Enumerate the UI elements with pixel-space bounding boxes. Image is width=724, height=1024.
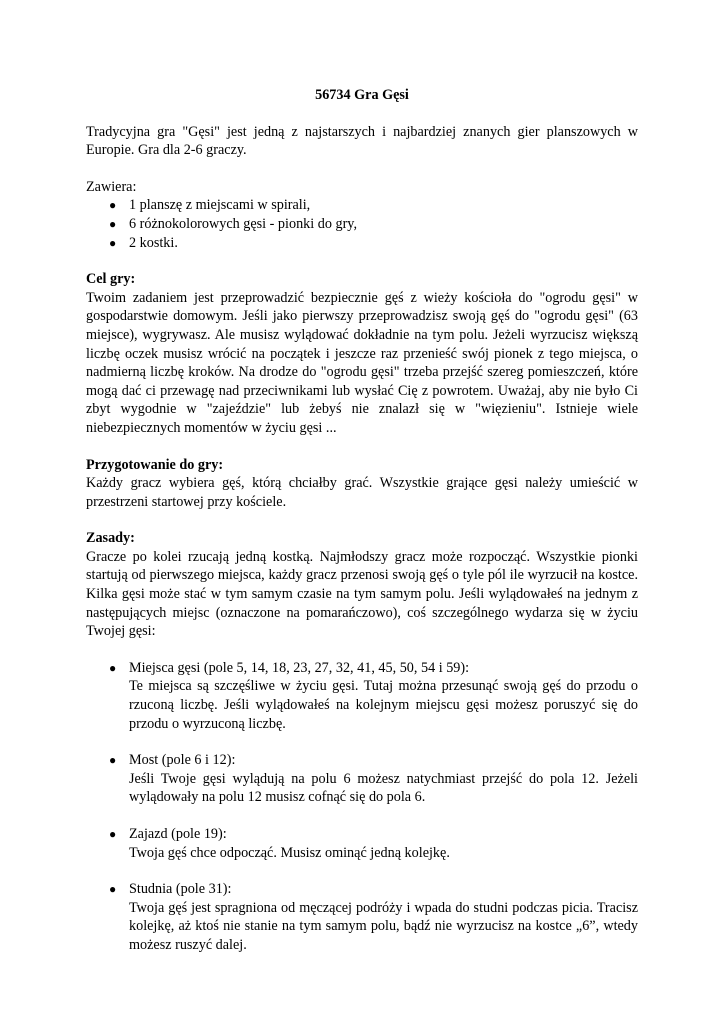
document-title: 56734 Gra Gęsi [315, 87, 409, 103]
rule-title: Most (pole 6 i 12): [129, 752, 236, 769]
goal-heading: Cel gry: [86, 271, 136, 288]
document-page [86, 86, 638, 973]
list-item-text: 1 planszę z miejscami w spirali, [129, 197, 311, 214]
rules-heading: Zasady: [86, 530, 135, 547]
bullet-icon: ● [109, 660, 117, 675]
list-item-text: 2 kostki. [129, 234, 178, 251]
list-item [86, 215, 638, 234]
bullet-icon: ● [109, 216, 117, 231]
rule-title: Studnia (pole 31): [129, 881, 232, 898]
prep-heading: Przygotowanie do gry: [86, 456, 224, 473]
spacer [86, 641, 638, 659]
rule-description: Twoja gęś jest spragniona od męczącej podróży i wpada do studni podczas picia. Tracisz kolejkę, aż ktoś nie stanie na tym samym polu, bądź nie wyrzucisz na kostce „6”, wtedy możesz ruszyć dalej. [129, 899, 638, 953]
bullet-icon: ● [109, 198, 117, 213]
rule-description: Jeśli Twoje gęsi wylądują na polu 6 możesz natychmiast przejść do pola 12. Jeżeli wylądowały na polu 12 musisz cofnąć się do pola 6. [129, 770, 638, 806]
goal-paragraph: Twoim zadaniem jest przeprowadzić bezpiecznie gęś z wieży kościoła do "ogrodu gęsi" w gospodarstwie domowym. Jeśli jako pierwszy przeprowadzisz swoją gęś do "ogrodu gęsi" (63 miejsce), wygrywasz. Ale musisz wylądować dokładnie na tym polu. Jeżeli wyrzucisz większą liczbę oczek musisz wrócić na początek i jeszcze raz przenieść swój pionek z tego miejsca, o nadmierną liczbę kroków. Na drodze do "ogrodu gęsi" trzeba przejść szereg pomieszczeń, które mogą dać ci przewagę nad przeciwnikami lub wysłać Cię z powrotem. Uważaj, aby nie było Ci zbyt wygodnie w "zajeździe" lub żebyś nie znalazł się w "więzieniu". Istnieje wiele niebezpiecznych momentów w życiu gęsi ... [86, 289, 638, 436]
rule-item [86, 825, 638, 862]
list-item [86, 196, 638, 215]
rule-title: Miejsca gęsi (pole 5, 14, 18, 23, 27, 32, 41, 45, 50, 54 i 59): [129, 659, 470, 676]
rule-item [86, 751, 638, 807]
rule-title: Zajazd (pole 19): [129, 826, 227, 842]
rule-description: Te miejsca są szczęśliwe w życiu gęsi. Tutaj można przesunąć swoją gęś do przodu o rzuconą liczbę. Jeśli wylądowałeś na kolejnym miejscu gęsi możesz poruszyć się do przodu o wyrzuconą liczbę. [129, 678, 638, 732]
rules-paragraph: Gracze po kolei rzucają jedną kostką. Najmłodszy gracz może rozpocząć. Wszystkie pionki startują od pierwszego miejsca, każdy gracz przenosi swoją gęś o tyle pól ile wyrzucił na kostce. Kilka gęsi może stać w tym samym czasie na tym samym polu. Jeśli wylądowałeś na jednym z następujących miejsc (oznaczone na pomarańczowo), coś szczególnego wydarza się w życiu Twojej gęsi: [86, 548, 638, 640]
rules-list [86, 659, 638, 955]
spacer [86, 438, 638, 456]
rule-description: Twoja gęś chce odpocząć. Musisz ominąć jedną kolejkę. [129, 844, 450, 861]
spacer [86, 511, 638, 529]
bullet-icon: ● [109, 882, 117, 897]
contents-list [86, 196, 638, 252]
intro-paragraph: Tradycyjna gra "Gęsi" jest jedną z najstarszych i najbardziej znanych gier planszowych w Europie. Gra dla 2-6 graczy. [86, 123, 638, 159]
contents-label: Zawiera: [86, 178, 137, 195]
bullet-icon: ● [109, 827, 117, 841]
list-item-text: 6 różnokolorowych gęsi - pionki do gry, [129, 215, 358, 232]
rule-item [86, 880, 638, 954]
bullet-icon: ● [109, 235, 117, 250]
rule-item [86, 659, 638, 733]
prep-paragraph: Każdy gracz wybiera gęś, którą chciałby grać. Wszystkie grające gęsi należy umieścić w przestrzeni startowej przy kościele. [86, 475, 638, 510]
spacer [86, 160, 638, 178]
bullet-icon: ● [109, 753, 117, 768]
list-item [86, 234, 638, 253]
spacer [86, 252, 638, 270]
